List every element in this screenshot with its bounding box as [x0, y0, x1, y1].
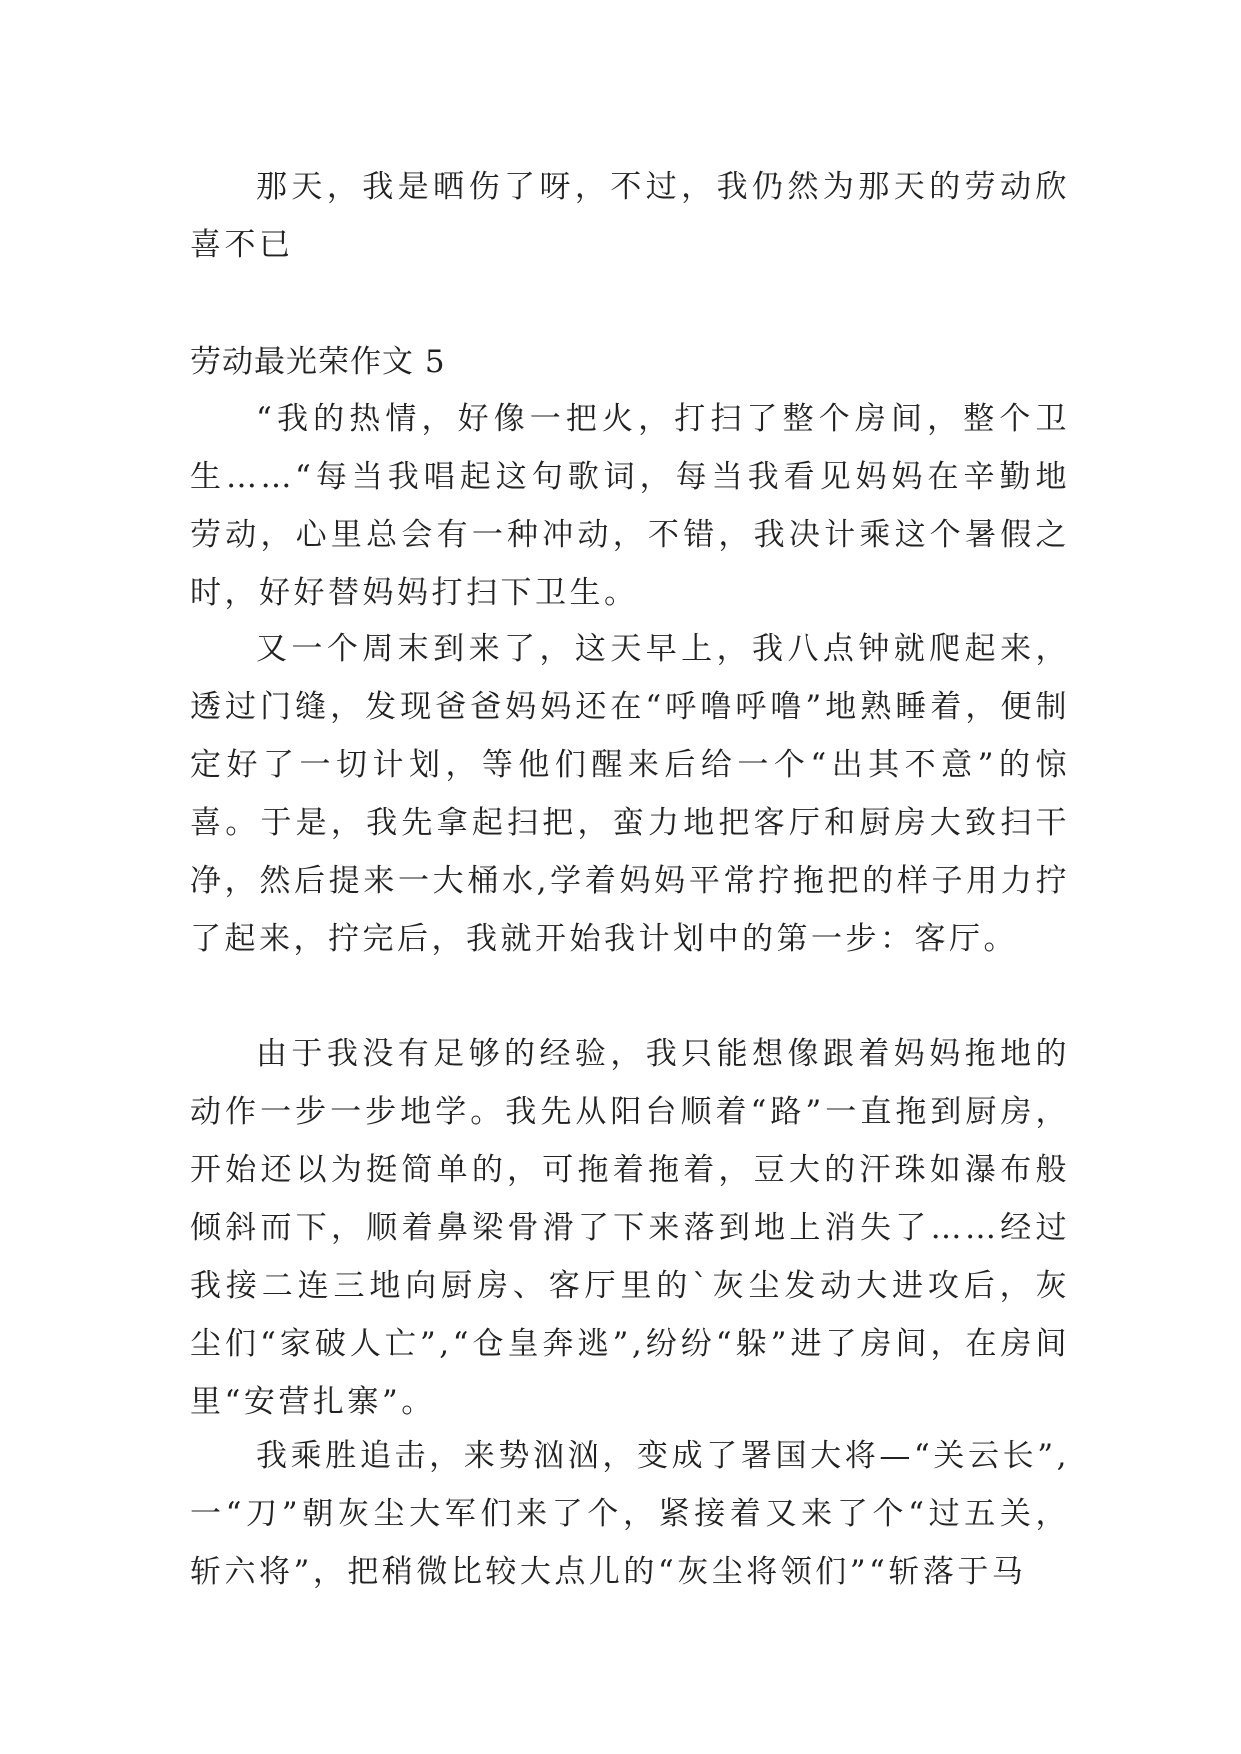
paragraph-5: 我乘胜追击，来势汹汹，变成了署国大将—“关云长”,一“刀”朝灰尘大军们来了个，紧接着又来了个“过五关，斩六将”，把稍微比较大点儿的“灰尘将领们”“斩落于马: [190, 1438, 1070, 1590]
paragraph-1: 那天，我是晒伤了呀，不过，我仍然为那天的劳动欣喜不已: [190, 169, 1070, 263]
paragraph-2: “我的热情，好像一把火，打扫了整个房间，整个卫生……“每当我唱起这句歌词，每当我看见妈妈在辛勤地劳动，心里总会有一种冲动，不错，我决计乘这个暑假之时，好好替妈妈打扫下卫生。: [190, 401, 1070, 611]
paragraph-3: 又一个周末到来了，这天早上，我八点钟就爬起来，透过门缝，发现爸爸妈妈还在“呼噜呼噜”地熟睡着，便制定好了一切计划，等他们醒来后给一个“出其不意”的惊喜。于是，我先拿起扫把，蛮力地把客厅和厨房大致扫干净，然后提来一大桶水,学着妈妈平常拧拖把的样子用力拧了起来，拧完后，我就开始我计划中的第一步：客厅。: [190, 631, 1070, 957]
section-heading: 劳动最光荣作文 5: [190, 344, 446, 380]
paragraph-4: 由于我没有足够的经验，我只能想像跟着妈妈拖地的动作一步一步地学。我先从阳台顺着“路”一直拖到厨房，开始还以为挺简单的，可拖着拖着，豆大的汗珠如瀑布般倾斜而下，顺着鼻梁骨滑了下来落到地上消失了……经过我接二连三地向厨房、客厅里的`灰尘发动大进攻后，灰尘们“家破人亡”,“仓皇奔逃”,纷纷“躲”进了房间，在房间里“安营扎寨”。: [190, 1036, 1070, 1420]
